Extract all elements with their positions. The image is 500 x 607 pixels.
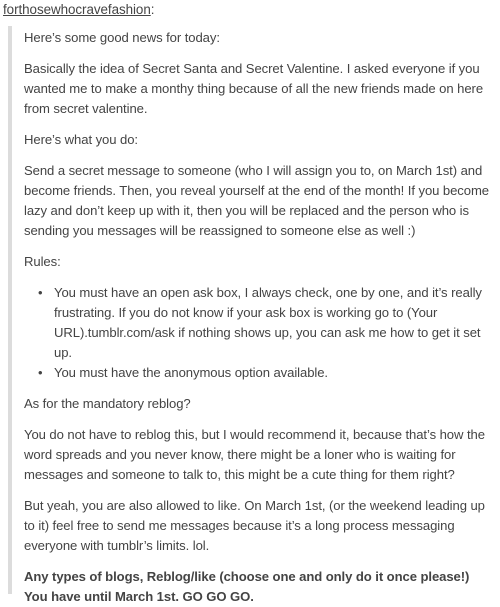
author-link[interactable]: forthosewhocravefashion : <box>3 1 154 18</box>
rule-item: • You must have an open ask box, I always check, one by one, and it’s really frustrating. If you do not know if your ask box is working go to (Your URL).tumblr.com/ask if nothing shows up, you can ask me how to get it set up. <box>54 283 494 363</box>
reblog-paragraph: You do not have to reblog this, but I would recommend it, because that’s how the word spreads and you never know, there might be a loner who is waiting for messages and someone to talk to, this might be a cute thing for them right? <box>24 427 485 482</box>
rules-list <box>24 283 494 383</box>
idea-paragraph: Basically the idea of Secret Santa and Secret Valentine. I asked everyone if you wanted me to make a monthy thing because of all the new friends made on here from secret valentine. <box>24 61 484 116</box>
intro-paragraph: Here’s some good news for today: <box>24 30 220 45</box>
what-to-do-heading: Here’s what you do: <box>24 132 138 147</box>
reblog-heading: As for the mandatory reblog? <box>24 396 191 411</box>
quoted-post <box>8 26 498 604</box>
rule-item: • You must have the anonymous option available. <box>54 363 494 383</box>
rules-heading: Rules: <box>24 254 61 269</box>
like-paragraph: But yeah, you are also allowed to like. On March 1st, (or the weekend leading up to it) feel free to send me messages because it’s a long process messaging everyone with tumblr’s limits. lol. <box>24 498 485 553</box>
what-to-do-paragraph: Send a secret message to someone (who I will assign you to, on March 1st) and become friends. Then, you reveal yourself at the end of the month! If you become lazy and don’t keep up with it, then you will be replaced and the person who is sending you messages will be reassigned to someone else as well :) <box>24 163 490 238</box>
closing-paragraph: Any types of blogs, Reblog/like (choose one and only do it once please!) You have until March 1st. GO GO GO. <box>24 569 470 604</box>
